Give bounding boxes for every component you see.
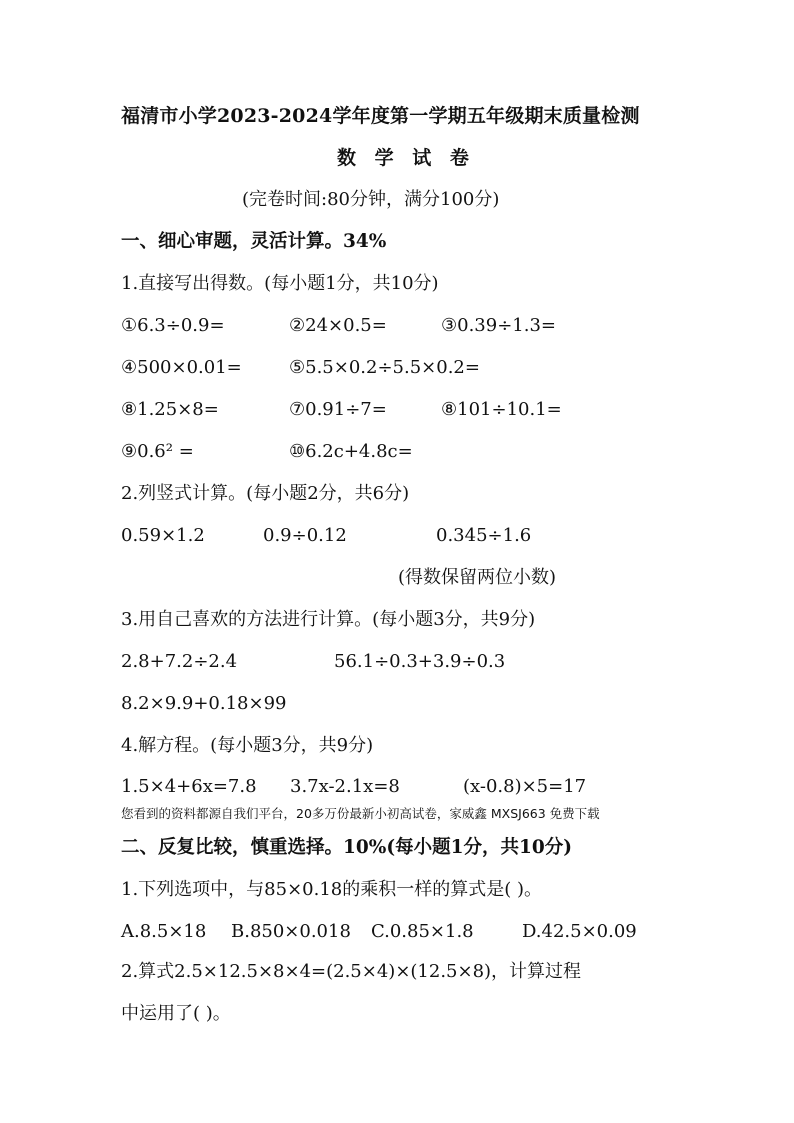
q1-item: ⑤5.5×0.2÷5.5×0.2= [289,357,480,378]
s2-q1-option: A.8.5×18 [121,921,207,942]
q4-item: 1.5×4+6x=7.8 [121,776,257,797]
q4-label: 4.解方程。(每小题3分，共9分) [121,735,374,756]
q2-item: 0.345÷1.6 [436,525,532,546]
q3-item: 8.2×9.9+0.18×99 [121,693,287,714]
q2-item: 0.9÷0.12 [263,525,347,546]
q4-item: 3.7x-2.1x=8 [290,776,400,797]
section1-heading: 一、细心审题，灵活计算。34% [121,231,387,252]
q1-item: ③0.39÷1.3= [441,315,557,336]
q1-item: ④500×0.01= [121,357,242,378]
q3-label: 3.用自己喜欢的方法进行计算。(每小题3分，共9分) [121,609,536,630]
promo-text: 您看到的资料都源自我们平台，20多万份最新小初高试卷，家威鑫 MXSJ663 免费下载 [121,806,600,821]
exam-title: 福清市小学2023-2024学年度第一学期五年级期末质量检测 [121,105,640,127]
q3-item: 2.8+7.2÷2.4 [121,651,238,672]
section2-heading: 二、反复比较，慎重选择。10%(每小题1分，共10分) [121,837,572,858]
q3-item: 56.1÷0.3+3.9÷0.3 [334,651,506,672]
q1-item: ①6.3÷0.9= [121,315,225,336]
q1-item: ⑧1.25×8= [121,399,219,420]
q1-item: ⑧101÷10.1= [441,399,562,420]
q1-item: ⑩6.2c+4.8c= [289,441,413,462]
q1-label: 1.直接写出得数。(每小题1分，共10分) [121,273,439,294]
s2-q1-option: B.850×0.018 [231,921,351,942]
q1-item: ②24×0.5= [289,315,387,336]
s2-q1-label: 1.下列选项中，与85×0.18的乘积一样的算式是( )。 [121,879,543,900]
q2-label: 2.列竖式计算。(每小题2分，共6分) [121,483,410,504]
s2-q2-line2: 中运用了( )。 [121,1003,231,1024]
q1-item: ⑦0.91÷7= [289,399,387,420]
q4-item: (x-0.8)×5=17 [463,776,587,797]
s2-q1-option: C.0.85×1.8 [371,921,474,942]
q2-item: 0.59×1.2 [121,525,205,546]
q2-note: (得数保留两位小数) [398,567,557,588]
s2-q1-option: D.42.5×0.09 [522,921,637,942]
exam-subtitle: 数 学 试 卷 [337,147,475,169]
s2-q2-line1: 2.算式2.5×12.5×8×4=(2.5×4)×(12.5×8)，计算过程 [121,961,582,982]
time-note: (完卷时间:80分钟，满分100分) [242,189,500,210]
q1-item: ⑨0.6² = [121,441,194,462]
